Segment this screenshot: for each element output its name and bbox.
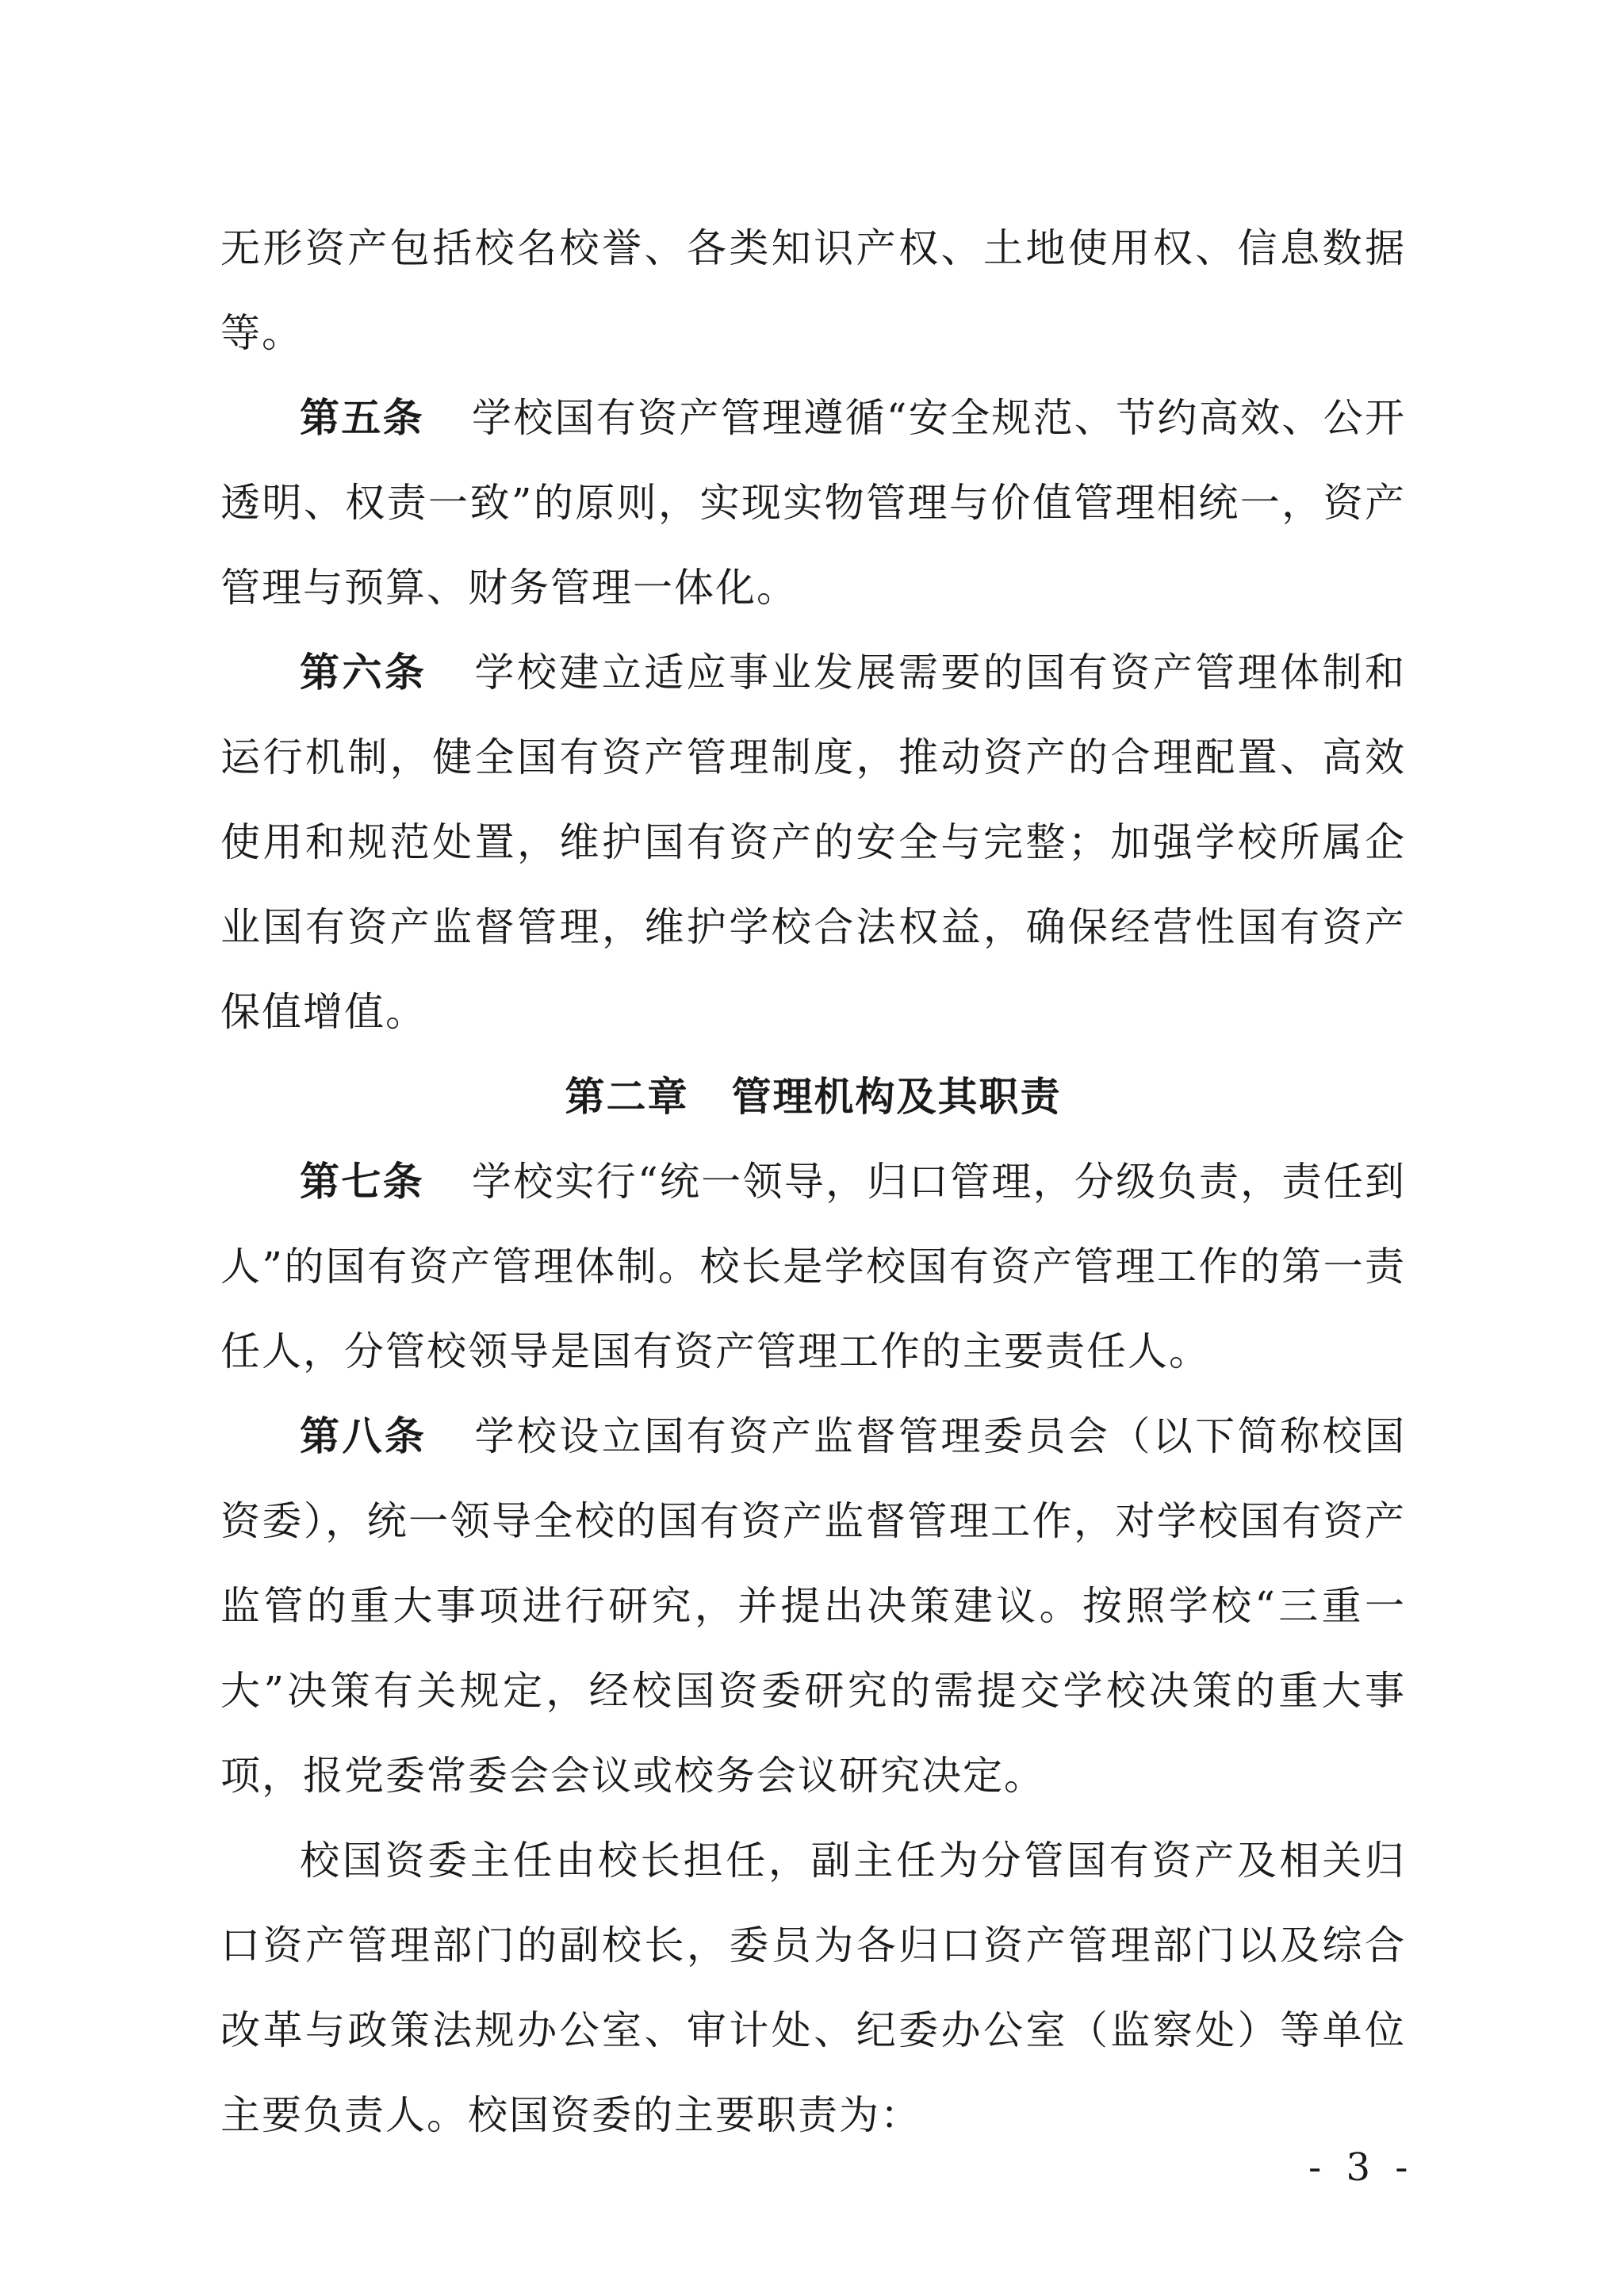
article-8-label: 第八条	[300, 1413, 427, 1459]
article-6-text: 学校建立适应事业发展需要的国有资产管理体制和运行机制，健全国有资产管理制度，推动资产的合理配置、高效使用和规范处置，维护国有资产的安全与完整；加强学校所属企业国有资产监督管理，维护学校合法权益，确保经营性国有资产保值增值。	[220, 650, 1406, 1035]
article-5-text: 学校国有资产管理遵循“安全规范、节约高效、公开透明、权责一致”的原则，实现实物管理与价值管理相统一，资产管理与预算、财务管理一体化。	[220, 395, 1407, 611]
article-7-label: 第七条	[300, 1159, 424, 1205]
document-body	[220, 206, 1406, 2158]
paragraph-committee-composition: 校国资委主任由校长担任，副主任为分管国有资产及相关归口资产管理部门的副校长，委员为各归口资产管理部门以及综合改革与政策法规办公室、审计处、纪委办公室（监察处）等单位主要负责人。校国资委的主要职责为：	[220, 1838, 1406, 2138]
page-number: - 3 -	[1308, 2145, 1415, 2190]
article-7-text: 学校实行“统一领导，归口管理，分级负责，责任到人”的国有资产管理体制。校长是学校国有资产管理工作的第一责任人，分管校领导是国有资产管理工作的主要责任人。	[220, 1159, 1407, 1374]
article-7	[220, 1140, 1406, 1394]
chapter-title: 管理机构及其职责	[731, 1074, 1062, 1120]
chapter-heading	[220, 1055, 1406, 1140]
article-5	[220, 376, 1406, 631]
chapter-number: 第二章	[565, 1074, 689, 1120]
article-5-label: 第五条	[300, 395, 424, 441]
article-8	[220, 1394, 1406, 1819]
article-6-label: 第六条	[300, 650, 427, 696]
article-8-text: 学校设立国有资产监督管理委员会（以下简称校国资委），统一领导全校的国有资产监督管理工作，对学校国有资产监管的重大事项进行研究，并提出决策建议。按照学校“三重一大”决策有关规定，经校国资委研究的需提交学校决策的重大事项，报党委常委会会议或校务会议研究决定。	[220, 1413, 1406, 1799]
paragraph-intangible-assets: 无形资产包括校名校誉、各类知识产权、土地使用权、信息数据等。	[220, 225, 1406, 356]
article-6	[220, 631, 1406, 1055]
